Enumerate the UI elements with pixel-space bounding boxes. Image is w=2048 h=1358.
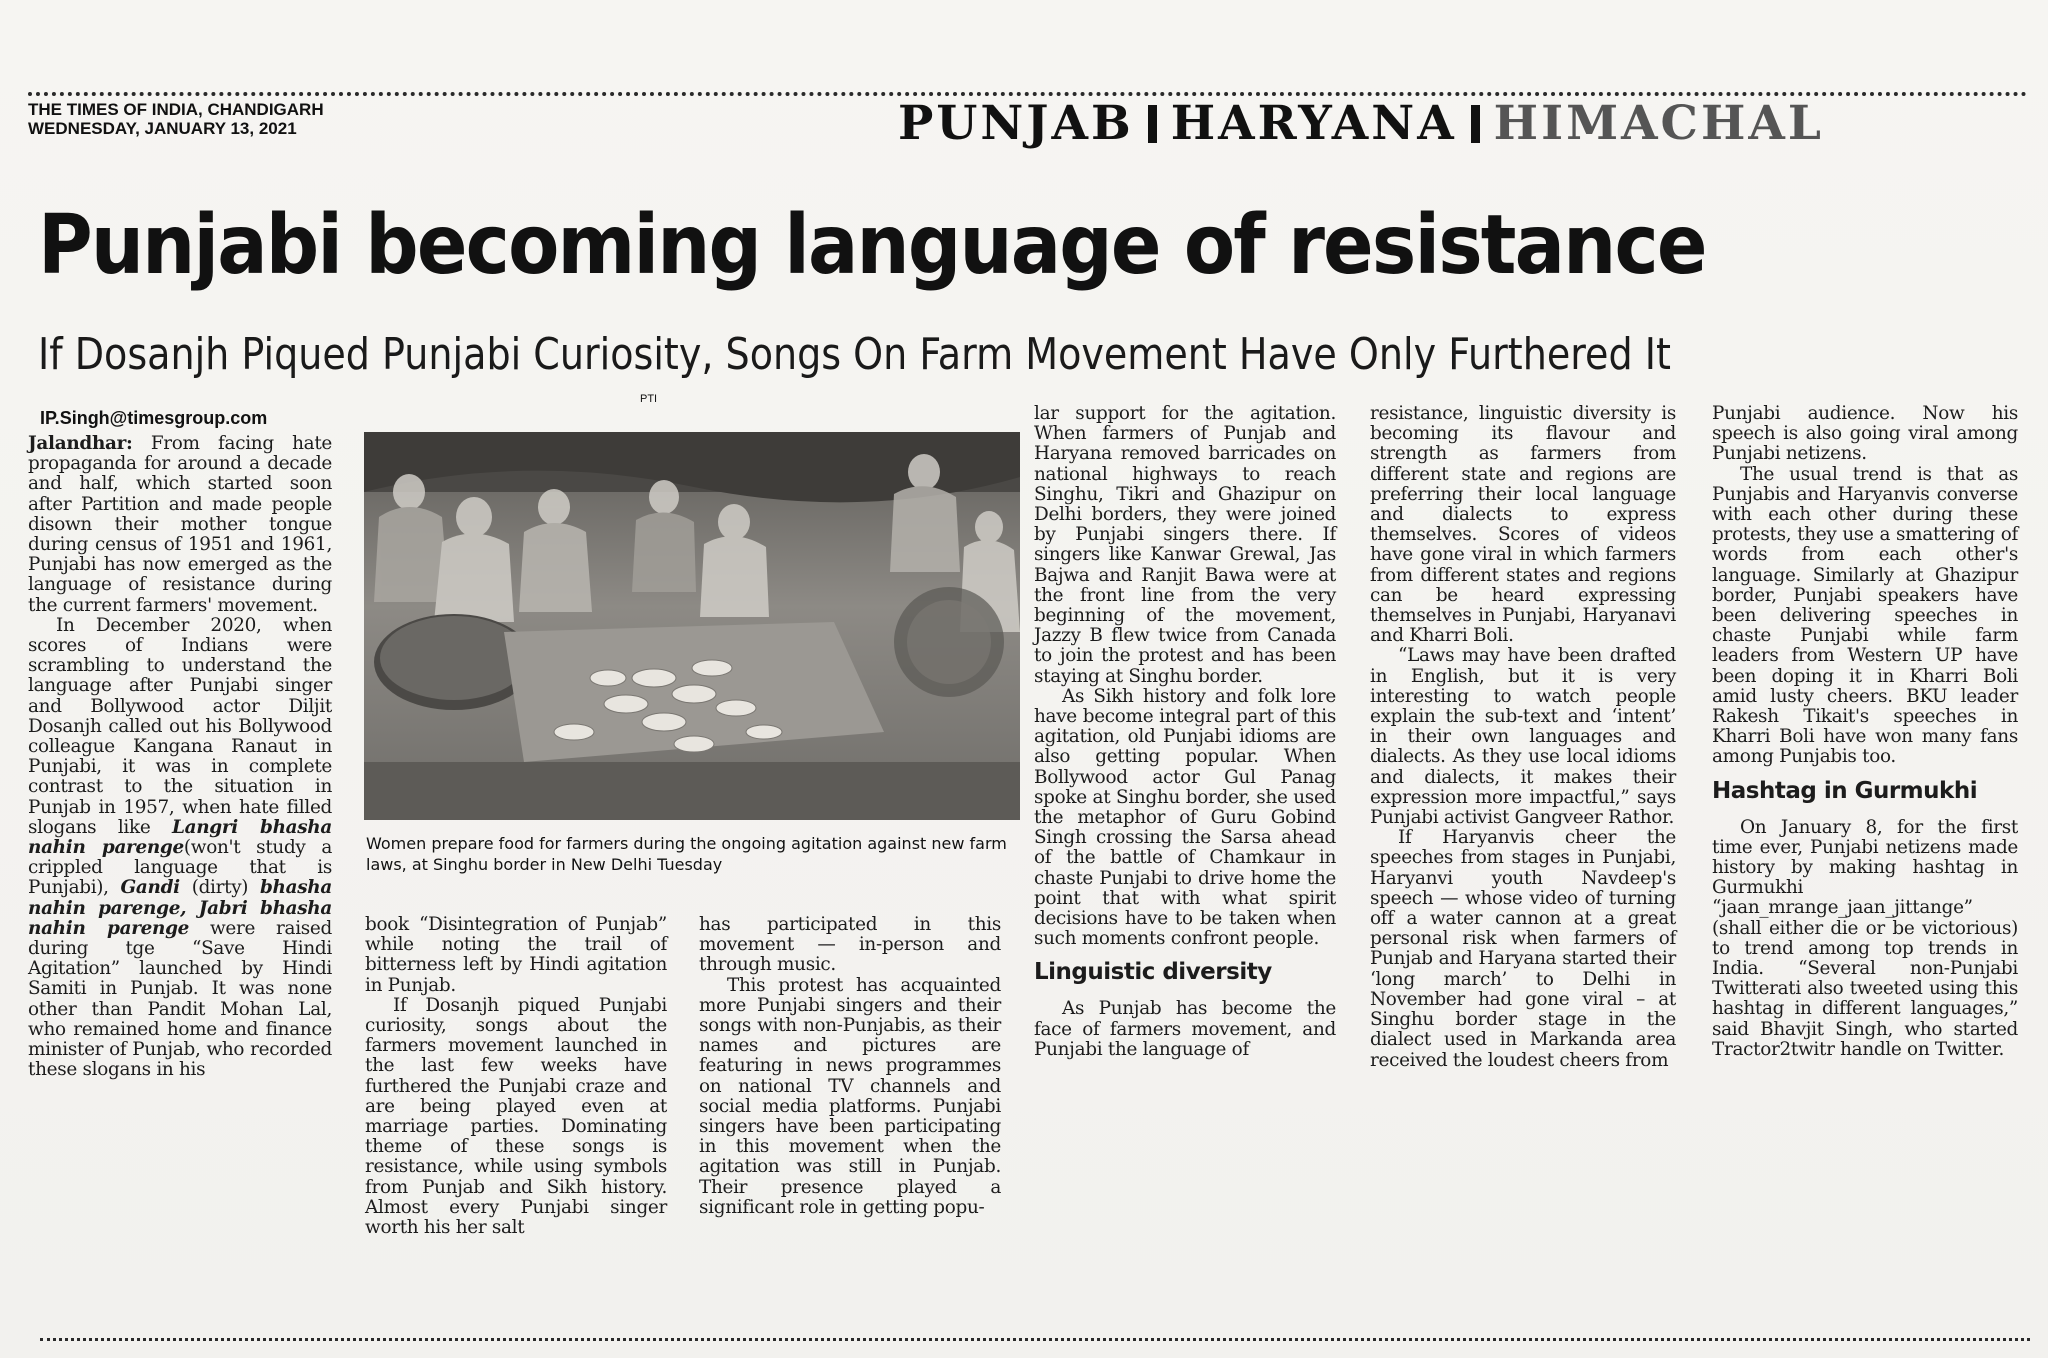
paragraph: If Dosanjh piqued Punjabi curiosity, songs about the farmers movement launched in the last few weeks have furthered the Punjabi craze and are being played even at marriage parties. Dominating theme of these songs is resistance, while using symbols from Punjab and Sikh history. Almost every Punjabi singer worth his her salt (365, 994, 667, 1239)
article-column-6 (1712, 404, 2018, 1060)
photo-caption: Women prepare food for farmers during the ongoing agitation against new farm laws, at Singhu border in New Delhi Tuesday (366, 834, 1007, 874)
paragraph: As Punjab has become the face of farmers movement, and Punjabi the language of (1034, 998, 1336, 1060)
section-separator (1471, 105, 1480, 143)
slogan-text: Langri bhasha nahin parenge (28, 816, 332, 859)
article-column-1 (28, 434, 332, 1081)
subsection-heading-linguistic-diversity: Linguistic diversity (1034, 959, 1272, 986)
photo-credit: PTI (640, 393, 658, 405)
paragraph: resistance, linguistic diversity is becoming its flavour and strength as farmers from different state and regions are preferring their local language and dialects to express themselves. Scores of videos have gone viral in which farmers from different states and regions can be heard expressing themselves in Punjabi, Haryanavi and Kharri Boli. (1370, 403, 1676, 647)
paragraph: book “Disintegration of Punjab” while noting the trail of bitterness left by Hindi agitation in Punjab. (365, 914, 667, 996)
news-photo (364, 432, 1020, 820)
paragraph: The usual trend is that as Punjabis and Haryanvis converse with each other during these protests, they use a smattering of words from each other's language. Similarly at Ghazipur border, Punjabi speakers have been delivering speeches in chaste Punjabi while farm leaders from Western UP have been doping it in Kharri Boli amid lusty cheers. BKU leader Rakesh Tikait's speeches in Kharri Boli have won many fans among Punjabis too. (1712, 463, 2018, 768)
paragraph: has participated in this movement — in-person and through music. (699, 914, 1001, 976)
slogan-text: Gandi (120, 877, 180, 899)
article-column-3 (699, 915, 1001, 1218)
paragraph-text: (won't study a crippled language that is Punjabi), (28, 837, 332, 899)
subheadline: If Dosanjh Piqued Punjabi Curiosity, Songs On Farm Movement Have Only Furthered It (38, 329, 1671, 380)
paragraph-text: From facing hate propaganda for around a decade and half, which started soon after Partition and made people disown their mother tongue during census of 1951 and 1961, Punjabi has now emerged as the language of resistance during the current farmers' movement. (28, 433, 332, 616)
byline: IP.Singh@timesgroup.com (40, 408, 268, 428)
section-punjab: PUNJAB (898, 96, 1134, 151)
section-himachal: HIMACHAL (1493, 96, 1824, 151)
paragraph-text: In December 2020, when scores of Indians were scrambling to understand the language after Punjabi singer and Bollywood actor Diljit Dosanjh called out his Bollywood colleague Kangana Ranaut in Punjabi, it was in complete contrast to the situation in Punjab in 1957, when hate filled slogans like (28, 614, 332, 838)
paragraph (28, 434, 332, 616)
paragraph: As Sikh history and folk lore have become integral part of this agitation, old Punjabi idioms are also getting popular. When Bollywood actor Gul Panag spoke at Singhu border, she used the metaphor of Guru Gobind Singh crossing the Sarsa ahead of the battle of Chamkaur in chaste Punjabi to drive home the point that with what spirit decisions have to be taken when such moments confront people. (1034, 685, 1336, 950)
paragraph: This protest has acquainted more Punjabi singers and their songs with non-Punjabis, as their names and pictures are featuring in news programmes on national TV channels and social media platforms. Punjabi singers have been participating in this movement when the agitation was still in Punjab. Their presence played a significant role in getting popu- (699, 974, 1001, 1218)
paragraph: Punjabi audience. Now his speech is also going viral among Punjabi netizens. (1712, 403, 2018, 465)
paragraph-text: were raised during tge “Save Hindi Agitation” launched by Hindi Samiti in Punjab. It was none other than Pandit Mohan Lal, who remained home and finance minister of Punjab, who recorded these slogans in his (28, 917, 332, 1081)
article-column-4 (1034, 404, 1336, 1060)
section-separator (1148, 105, 1157, 143)
section-header (898, 96, 1824, 151)
publication-date: WEDNESDAY, JANUARY 13, 2021 (28, 119, 297, 138)
subsection-heading-hashtag-in-gurmukhi: Hashtag in Gurmukhi (1712, 777, 1978, 804)
paragraph: If Haryanvis cheer the speeches from stages in Punjabi, Haryanvi youth Navdeep's speech — whose video of turning off a water cannon at a great personal risk when farmers of Punjab and Haryana started their ‘long march’ to Delhi in November had gone viral – at Singhu border stage in the dialect used in Markanda area received the loudest cheers from (1370, 827, 1676, 1071)
section-haryana: HARYANA (1170, 96, 1457, 151)
paragraph: lar support for the agitation. When farmers of Punjab and Haryana removed barricades on national highways to reach Singhu, Tikri and Ghazipur on Delhi borders, they were joined by Punjabi singers there. If singers like Kanwar Grewal, Jas Bajwa and Ranjit Bawa were at the front line from the very beginning of the movement, Jazzy B flew twice from Canada to join the protest and has been staying at Singhu border. (1034, 403, 1336, 687)
article-column-2 (365, 915, 667, 1238)
paragraph: On January 8, for the first time ever, Punjabi netizens made history by making hashtag in Gurmukhi “jaan_mrange_jaan_jittange” (shall either die or be victorious) to trend among top trends in India. “Several non-Punjabi Twitterati also tweeted using this hashtag in different languages,” said Bhavjit Singh, who started Tractor2twitr handle on Twitter. (1712, 816, 2018, 1060)
paragraph-text: (dirty) (179, 877, 260, 899)
paragraph: “Laws may have been drafted in English, but it is very interesting to watch people explain the sub-text and ‘intent’ in their own languages and dialects. As they use local idioms and dialects, it makes their expression more impactful,” says Punjabi activist Gangveer Rathor. (1370, 645, 1676, 829)
article-column-5 (1370, 404, 1676, 1071)
slogan-text: bhasha nahin parenge, Jabri bhasha nahin parenge (28, 877, 332, 939)
photo-women-preparing-food (364, 432, 1020, 820)
masthead (28, 100, 324, 138)
headline: Punjabi becoming language of resistance (38, 198, 1706, 293)
top-divider (28, 92, 2028, 96)
dateline: Jalandhar: (28, 433, 133, 454)
paragraph (28, 616, 332, 1081)
bottom-divider (40, 1338, 2030, 1341)
paper-name: THE TIMES OF INDIA, CHANDIGARH (28, 100, 324, 119)
